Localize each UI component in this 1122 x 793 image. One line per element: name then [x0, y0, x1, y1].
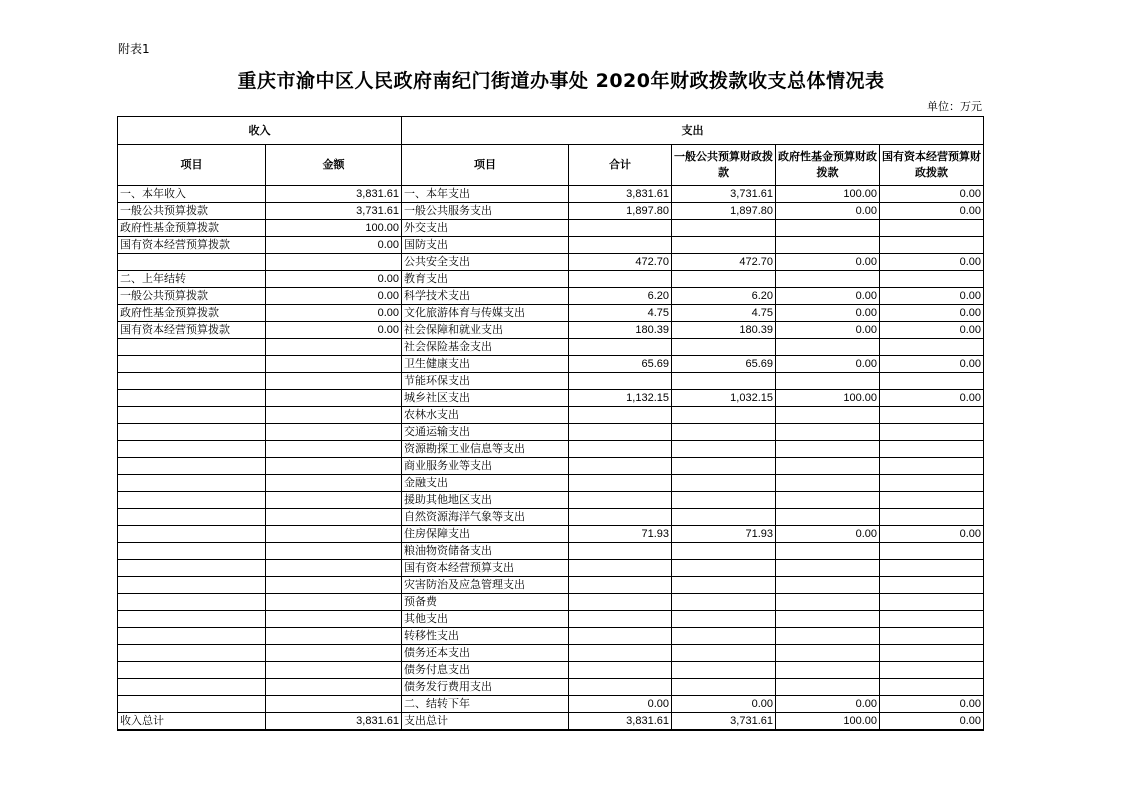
income-amount-cell: [266, 679, 402, 696]
expenditure-item-cell: 一、本年支出: [402, 186, 569, 203]
general-budget-cell: 4.75: [672, 305, 776, 322]
state-capital-cell: [880, 373, 984, 390]
table-row: [118, 696, 984, 713]
state-capital-cell: 0.00: [880, 356, 984, 373]
expenditure-item-cell: 公共安全支出: [402, 254, 569, 271]
income-item-cell: 一般公共预算拨款: [118, 288, 266, 305]
income-item-cell: [118, 560, 266, 577]
gov-fund-cell: [776, 424, 880, 441]
income-item-cell: [118, 526, 266, 543]
gov-fund-cell: [776, 339, 880, 356]
general-budget-cell: [672, 441, 776, 458]
income-item-cell: [118, 611, 266, 628]
gov-fund-cell: [776, 237, 880, 254]
state-capital-cell: 0.00: [880, 696, 984, 713]
gov-fund-cell: 0.00: [776, 696, 880, 713]
income-item-cell: 国有资本经营预算拨款: [118, 322, 266, 339]
total-cell: 1,897.80: [569, 203, 672, 220]
table-row: [118, 509, 984, 526]
general-budget-cell: [672, 543, 776, 560]
state-capital-cell: [880, 475, 984, 492]
gov-fund-cell: [776, 475, 880, 492]
unit-label: 单位：万元: [927, 100, 982, 113]
general-budget-cell: [672, 594, 776, 611]
expenditure-item-cell: 科学技术支出: [402, 288, 569, 305]
gov-fund-cell: 0.00: [776, 254, 880, 271]
table-row: [118, 543, 984, 560]
total-cell: [569, 628, 672, 645]
income-amount-cell: [266, 339, 402, 356]
gov-fund-cell: 0.00: [776, 305, 880, 322]
total-cell: [569, 237, 672, 254]
expenditure-item-cell: 文化旅游体育与传媒支出: [402, 305, 569, 322]
state-capital-cell: 0.00: [880, 322, 984, 339]
table-row: [118, 441, 984, 458]
expenditure-item-cell: 债务付息支出: [402, 662, 569, 679]
total-cell: [569, 594, 672, 611]
income-amount-cell: [266, 356, 402, 373]
expenditure-item-cell: 金融支出: [402, 475, 569, 492]
total-cell: [569, 662, 672, 679]
table-row: [118, 526, 984, 543]
state-capital-cell: 0.00: [880, 186, 984, 203]
income-item-cell: [118, 543, 266, 560]
income-amount-cell: 0.00: [266, 271, 402, 288]
income-item-cell: [118, 492, 266, 509]
income-item-cell: 一、本年收入: [118, 186, 266, 203]
state-capital-cell: [880, 662, 984, 679]
table-row: [118, 288, 984, 305]
expenditure-item-cell: 社会保障和就业支出: [402, 322, 569, 339]
table-row: [118, 220, 984, 237]
state-capital-cell: [880, 679, 984, 696]
general-budget-cell: 1,032.15: [672, 390, 776, 407]
gov-fund-cell: 100.00: [776, 186, 880, 203]
income-item-cell: [118, 356, 266, 373]
general-budget-cell: 65.69: [672, 356, 776, 373]
expenditure-item-cell: 外交支出: [402, 220, 569, 237]
gov-fund-cell: [776, 628, 880, 645]
table-row: [118, 356, 984, 373]
table-row: [118, 407, 984, 424]
table-row: [118, 492, 984, 509]
income-item-cell: [118, 458, 266, 475]
gov-fund-cell: [776, 492, 880, 509]
general-budget-cell: [672, 339, 776, 356]
state-capital-cell: 0.00: [880, 305, 984, 322]
col-total: 合计: [569, 145, 672, 186]
col-income-item: 项目: [118, 145, 266, 186]
col-income-amount: 金额: [266, 145, 402, 186]
total-cell: [569, 509, 672, 526]
gov-fund-cell: 0.00: [776, 356, 880, 373]
state-capital-cell: [880, 458, 984, 475]
state-capital-cell: 0.00: [880, 526, 984, 543]
expenditure-item-cell: 商业服务业等支出: [402, 458, 569, 475]
income-amount-cell: 100.00: [266, 220, 402, 237]
income-amount-cell: [266, 628, 402, 645]
gov-fund-cell: [776, 645, 880, 662]
income-item-cell: [118, 662, 266, 679]
state-capital-cell: [880, 220, 984, 237]
income-item-cell: 国有资本经营预算拨款: [118, 237, 266, 254]
table-row: [118, 611, 984, 628]
total-cell: 1,132.15: [569, 390, 672, 407]
total-cell: [569, 271, 672, 288]
income-item-cell: [118, 373, 266, 390]
gov-fund-sum-cell: 100.00: [776, 713, 880, 731]
general-budget-cell: [672, 662, 776, 679]
expenditure-item-cell: 城乡社区支出: [402, 390, 569, 407]
state-capital-cell: [880, 560, 984, 577]
general-budget-cell: 3,731.61: [672, 186, 776, 203]
table-row: [118, 339, 984, 356]
total-sum-cell: 3,831.61: [569, 713, 672, 731]
income-item-cell: [118, 339, 266, 356]
income-amount-cell: [266, 475, 402, 492]
general-budget-cell: 180.39: [672, 322, 776, 339]
state-capital-cell: [880, 492, 984, 509]
table-row: [118, 373, 984, 390]
gov-fund-cell: [776, 560, 880, 577]
state-capital-cell: 0.00: [880, 390, 984, 407]
general-budget-cell: [672, 458, 776, 475]
expenditure-total-label: 支出总计: [402, 713, 569, 731]
expenditure-item-cell: 社会保险基金支出: [402, 339, 569, 356]
expenditure-item-cell: 二、结转下年: [402, 696, 569, 713]
expenditure-item-cell: 交通运输支出: [402, 424, 569, 441]
total-cell: [569, 407, 672, 424]
expenditure-item-cell: 预备费: [402, 594, 569, 611]
general-budget-cell: [672, 509, 776, 526]
total-cell: [569, 492, 672, 509]
total-cell: 4.75: [569, 305, 672, 322]
income-amount-cell: 0.00: [266, 305, 402, 322]
total-cell: [569, 441, 672, 458]
gov-fund-cell: 0.00: [776, 203, 880, 220]
expenditure-item-cell: 一般公共服务支出: [402, 203, 569, 220]
state-capital-cell: [880, 424, 984, 441]
income-amount-cell: [266, 492, 402, 509]
income-amount-cell: [266, 407, 402, 424]
gov-fund-cell: 100.00: [776, 390, 880, 407]
state-capital-cell: [880, 543, 984, 560]
income-amount-cell: [266, 526, 402, 543]
expenditure-item-cell: 教育支出: [402, 271, 569, 288]
table-row: [118, 203, 984, 220]
gov-fund-cell: [776, 577, 880, 594]
col-general-budget: 一般公共预算财政拨款: [672, 145, 776, 186]
general-budget-cell: 1,897.80: [672, 203, 776, 220]
income-amount-cell: [266, 254, 402, 271]
expenditure-item-cell: 卫生健康支出: [402, 356, 569, 373]
general-budget-cell: [672, 424, 776, 441]
income-item-cell: [118, 696, 266, 713]
expenditure-item-cell: 债务还本支出: [402, 645, 569, 662]
table-row: [118, 305, 984, 322]
general-budget-cell: 71.93: [672, 526, 776, 543]
col-gov-fund: 政府性基金预算财政拨款: [776, 145, 880, 186]
table-row: [118, 186, 984, 203]
total-cell: [569, 645, 672, 662]
income-amount-cell: [266, 543, 402, 560]
general-budget-cell: [672, 373, 776, 390]
expenditure-item-cell: 援助其他地区支出: [402, 492, 569, 509]
gov-fund-cell: [776, 543, 880, 560]
income-item-cell: 二、上年结转: [118, 271, 266, 288]
state-capital-cell: [880, 509, 984, 526]
general-budget-cell: [672, 271, 776, 288]
table-row: [118, 594, 984, 611]
income-amount-cell: 0.00: [266, 288, 402, 305]
income-item-cell: [118, 679, 266, 696]
attachment-label: 附表1: [118, 42, 150, 56]
income-amount-cell: [266, 662, 402, 679]
state-capital-cell: [880, 441, 984, 458]
general-budget-cell: [672, 220, 776, 237]
table-row: [118, 458, 984, 475]
header-row-group: [118, 117, 984, 145]
table-row: [118, 662, 984, 679]
expenditure-item-cell: 债务发行费用支出: [402, 679, 569, 696]
general-budget-cell: [672, 611, 776, 628]
state-capital-cell: [880, 407, 984, 424]
general-budget-cell: [672, 645, 776, 662]
general-budget-cell: [672, 577, 776, 594]
income-item-cell: [118, 475, 266, 492]
general-budget-cell: [672, 628, 776, 645]
income-amount-cell: [266, 560, 402, 577]
total-cell: 180.39: [569, 322, 672, 339]
totals-row: [118, 713, 984, 731]
state-capital-cell: 0.00: [880, 203, 984, 220]
state-capital-cell: [880, 628, 984, 645]
general-budget-cell: [672, 407, 776, 424]
state-capital-cell: 0.00: [880, 288, 984, 305]
income-amount-cell: [266, 611, 402, 628]
gov-fund-cell: [776, 441, 880, 458]
income-amount-cell: 0.00: [266, 322, 402, 339]
total-cell: 65.69: [569, 356, 672, 373]
expenditure-item-cell: 资源勘探工业信息等支出: [402, 441, 569, 458]
income-item-cell: [118, 254, 266, 271]
gov-fund-cell: [776, 662, 880, 679]
expenditure-item-cell: 转移性支出: [402, 628, 569, 645]
gov-fund-cell: 0.00: [776, 322, 880, 339]
state-capital-cell: [880, 577, 984, 594]
income-item-cell: [118, 424, 266, 441]
income-item-cell: [118, 509, 266, 526]
income-item-cell: [118, 577, 266, 594]
state-capital-cell: 0.00: [880, 254, 984, 271]
total-cell: [569, 220, 672, 237]
income-item-cell: [118, 390, 266, 407]
total-cell: [569, 458, 672, 475]
gov-fund-cell: 0.00: [776, 288, 880, 305]
general-budget-sum-cell: 3,731.61: [672, 713, 776, 731]
total-cell: [569, 339, 672, 356]
header-row-columns: [118, 145, 984, 186]
state-capital-sum-cell: 0.00: [880, 713, 984, 731]
total-cell: 6.20: [569, 288, 672, 305]
total-cell: [569, 679, 672, 696]
table-row: [118, 254, 984, 271]
total-cell: [569, 475, 672, 492]
table-row: [118, 390, 984, 407]
income-item-cell: [118, 407, 266, 424]
gov-fund-cell: [776, 220, 880, 237]
total-cell: [569, 373, 672, 390]
expenditure-item-cell: 住房保障支出: [402, 526, 569, 543]
income-item-cell: [118, 441, 266, 458]
income-amount-cell: [266, 373, 402, 390]
income-amount-cell: [266, 696, 402, 713]
income-amount-cell: [266, 509, 402, 526]
income-header: 收入: [118, 117, 402, 145]
general-budget-cell: [672, 492, 776, 509]
income-item-cell: 一般公共预算拨款: [118, 203, 266, 220]
general-budget-cell: [672, 475, 776, 492]
total-cell: 0.00: [569, 696, 672, 713]
total-cell: 71.93: [569, 526, 672, 543]
table-row: [118, 322, 984, 339]
expenditure-item-cell: 国有资本经营预算支出: [402, 560, 569, 577]
income-amount-cell: [266, 645, 402, 662]
gov-fund-cell: [776, 594, 880, 611]
table-row: [118, 271, 984, 288]
income-item-cell: 政府性基金预算拨款: [118, 305, 266, 322]
income-amount-cell: 3,731.61: [266, 203, 402, 220]
income-item-cell: [118, 628, 266, 645]
general-budget-cell: 0.00: [672, 696, 776, 713]
gov-fund-cell: [776, 458, 880, 475]
income-total-label: 收入总计: [118, 713, 266, 731]
state-capital-cell: [880, 594, 984, 611]
table-row: [118, 679, 984, 696]
table-row: [118, 645, 984, 662]
income-amount-cell: [266, 594, 402, 611]
income-amount-cell: [266, 424, 402, 441]
income-amount-cell: [266, 458, 402, 475]
page-title: 重庆市渝中区人民政府南纪门街道办事处 2020年财政拨款收支总体情况表: [237, 70, 885, 92]
income-amount-cell: [266, 390, 402, 407]
state-capital-cell: [880, 237, 984, 254]
income-total-amount: 3,831.61: [266, 713, 402, 731]
total-cell: [569, 424, 672, 441]
gov-fund-cell: [776, 611, 880, 628]
gov-fund-cell: 0.00: [776, 526, 880, 543]
gov-fund-cell: [776, 271, 880, 288]
general-budget-cell: 472.70: [672, 254, 776, 271]
col-expenditure-item: 项目: [402, 145, 569, 186]
total-cell: 3,831.61: [569, 186, 672, 203]
state-capital-cell: [880, 645, 984, 662]
expenditure-item-cell: 农林水支出: [402, 407, 569, 424]
table-row: [118, 560, 984, 577]
table-row: [118, 424, 984, 441]
income-item-cell: [118, 645, 266, 662]
table-row: [118, 237, 984, 254]
total-cell: [569, 577, 672, 594]
expenditure-item-cell: 国防支出: [402, 237, 569, 254]
income-amount-cell: 0.00: [266, 237, 402, 254]
expenditure-item-cell: 节能环保支出: [402, 373, 569, 390]
income-amount-cell: 3,831.61: [266, 186, 402, 203]
gov-fund-cell: [776, 679, 880, 696]
income-item-cell: [118, 594, 266, 611]
general-budget-cell: 6.20: [672, 288, 776, 305]
state-capital-cell: [880, 339, 984, 356]
total-cell: [569, 611, 672, 628]
general-budget-cell: [672, 237, 776, 254]
general-budget-cell: [672, 560, 776, 577]
expenditure-item-cell: 其他支出: [402, 611, 569, 628]
expenditure-item-cell: 粮油物资储备支出: [402, 543, 569, 560]
income-amount-cell: [266, 441, 402, 458]
total-cell: [569, 543, 672, 560]
table-row: [118, 475, 984, 492]
total-cell: [569, 560, 672, 577]
expenditure-header: 支出: [402, 117, 984, 145]
col-state-capital: 国有资本经营预算财政拨款: [880, 145, 984, 186]
state-capital-cell: [880, 271, 984, 288]
table-row: [118, 577, 984, 594]
table-row: [118, 628, 984, 645]
expenditure-item-cell: 灾害防治及应急管理支出: [402, 577, 569, 594]
general-budget-cell: [672, 679, 776, 696]
budget-table: [117, 116, 984, 731]
gov-fund-cell: [776, 509, 880, 526]
expenditure-item-cell: 自然资源海洋气象等支出: [402, 509, 569, 526]
income-amount-cell: [266, 577, 402, 594]
income-item-cell: 政府性基金预算拨款: [118, 220, 266, 237]
state-capital-cell: [880, 611, 984, 628]
gov-fund-cell: [776, 407, 880, 424]
gov-fund-cell: [776, 373, 880, 390]
total-cell: 472.70: [569, 254, 672, 271]
